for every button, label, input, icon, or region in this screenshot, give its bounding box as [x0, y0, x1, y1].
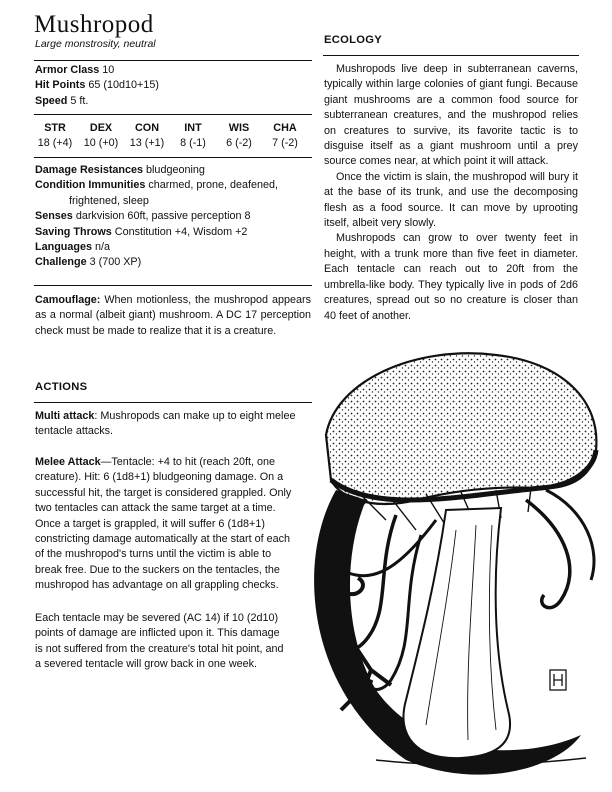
ability-header-cha: CHA — [273, 122, 297, 134]
creature-type: Large monstrosity, neutral — [35, 38, 156, 50]
camouflage-trait — [35, 293, 311, 339]
damage-resistances-label: Damage Resistances — [35, 164, 144, 176]
speed-value: 5 ft. — [70, 94, 89, 107]
ability-score-str: 18 (+4) — [37, 137, 73, 149]
saving-throws-label: Saving Throws — [35, 225, 112, 238]
multiattack-label: Multi attack — [35, 410, 95, 422]
condition-immunities-value: charmed, prone, deafened, — [148, 179, 279, 192]
senses-label: Senses — [35, 210, 73, 223]
divider — [34, 60, 312, 61]
melee-action — [35, 455, 297, 594]
speed-label: Speed — [35, 94, 68, 107]
multiattack-action — [35, 409, 297, 440]
melee-label: Melee Attack — [35, 456, 101, 468]
hit-points-label: Hit Points — [35, 79, 86, 92]
ability-header-str: STR — [44, 122, 66, 134]
saving-throws-value: Constitution +4, Wisdom +2 — [114, 225, 248, 238]
languages-value: n/a — [95, 241, 111, 254]
ecology-text — [324, 62, 578, 324]
multiattack-text: : Mushropods can make up to eight melee tentacle attacks. — [35, 410, 296, 438]
sever-rule: Each tentacle may be severed (AC 14) if 10 (2d10) points of damage are inflicted upon it. This damage is not suffered from the creature's total hit point, and a severed tentacle will grow back in one week. — [35, 612, 284, 671]
condition-immunities-value-cont: frightened, sleep — [69, 194, 149, 207]
armor-class-label: Armor Class — [35, 64, 100, 76]
divider — [34, 157, 312, 158]
core-stats — [35, 63, 311, 109]
camouflage-text: When motionless, the mushropod appears as a normal (albeit giant) mushroom. A DC 17 perception check must be made to realize that it is a creature. — [35, 294, 311, 337]
condition-immunities-label: Condition Immunities — [35, 179, 146, 192]
ability-header-con: CON — [135, 122, 159, 134]
challenge-value: 3 (700 XP) — [89, 256, 142, 269]
divider — [34, 402, 312, 403]
ability-header-wis: WIS — [228, 122, 250, 134]
melee-text: —Tentacle: +4 to hit (reach 20ft, one creature). Hit: 6 (1d8+1) bludgeoning damage. On a successful hit, the target is considered grappled. Only two tentacles can attack the same target at a time. Once a target is grappled, it will suffer 6 (1d8+1) constricting damage automatically at the start of each of the mushropod's turns until the victim is able to break free. Due to the suckers on the tentacles, the mushropod has advantage on all grappling checks. — [35, 456, 292, 592]
challenge-label: Challenge — [35, 256, 87, 269]
ability-header-dex: DEX — [89, 122, 113, 134]
divider — [34, 114, 312, 115]
ecology-paragraph: Mushropods can grow to over twenty feet in height, with a trunk more than five feet in diameter. Each tentacle can reach out to 20ft from the umbrella-like body. They typically live in pods of 2d6 creatures, spread out so no creature is closer than 40 feet of another. — [324, 232, 578, 322]
hit-points-value: 65 (10d10+15) — [88, 79, 159, 92]
ability-scores — [32, 136, 308, 151]
ability-headers — [32, 121, 308, 136]
ability-score-con: 13 (+1) — [129, 137, 165, 149]
ecology-heading: ECOLOGY — [324, 34, 383, 46]
damage-resistances-value: bludgeoning — [146, 164, 205, 176]
ability-score-cha: 7 (-2) — [272, 137, 298, 149]
armor-class-value: 10 — [102, 64, 115, 76]
traits-block — [35, 163, 313, 271]
ecology-paragraph: Once the victim is slain, the mushropod will bury it at the base of its trunk, and use the decomposing flesh as a food source. It can move by uprooting itself, albeit very slowly. — [324, 170, 578, 230]
ability-score-wis: 6 (-2) — [226, 137, 252, 149]
ability-score-int: 8 (-1) — [180, 137, 206, 149]
actions-heading: ACTIONS — [35, 381, 88, 393]
mushropod-illustration — [296, 340, 608, 788]
senses-value: darkvision 60ft, passive perception 8 — [75, 210, 251, 223]
ability-header-int: INT — [184, 122, 202, 134]
ability-score-dex: 10 (+0) — [83, 137, 119, 149]
camouflage-label: Camouflage: — [35, 294, 101, 306]
ecology-paragraph: Mushropods live deep in subterranean caverns, typically within large colonies of giant fungi. Because giant mushrooms are a common food source for subterranean creatures, and the mushropod relies on creatures to survive, its favorite tactic is to disguise itself as a giant mushroom until a prey source comes near, at which point it will attack. — [324, 63, 578, 168]
divider — [323, 55, 579, 56]
languages-label: Languages — [35, 241, 92, 254]
creature-name: Mushropod — [34, 11, 154, 38]
divider — [34, 285, 312, 286]
